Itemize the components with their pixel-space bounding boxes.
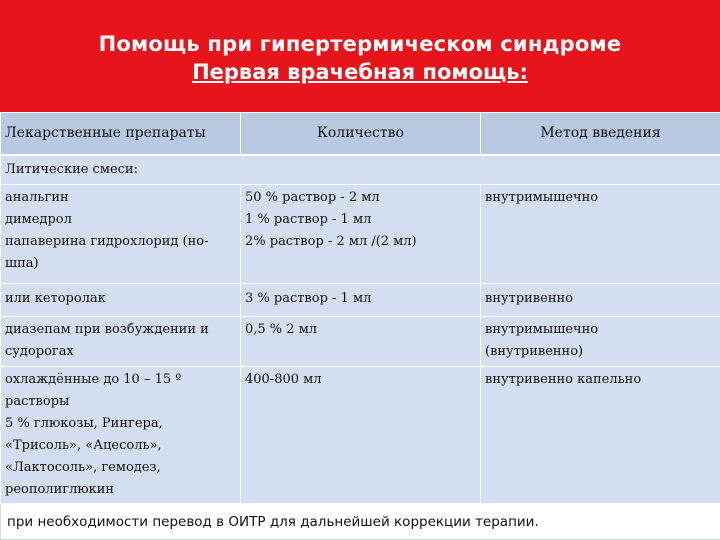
method-line: внутривенно — [485, 290, 573, 306]
page-subtitle: Первая врачебная помощь: — [192, 60, 528, 84]
table-header-row — [1, 113, 720, 155]
method-cell — [481, 185, 720, 284]
amount-line: 3 % раствор - 1 мл — [245, 290, 372, 306]
page-title: Помощь при гипертермическом синдроме — [98, 32, 622, 56]
column-header-drugs: Лекарственные препараты — [1, 113, 241, 155]
amount-cell — [241, 367, 481, 504]
method-cell — [481, 283, 720, 317]
method-line: внутривенно капельно — [485, 372, 642, 388]
table-row — [1, 367, 720, 504]
drug-line: шпа) — [5, 256, 39, 272]
drug-cell — [1, 317, 241, 367]
drug-line: «Трисоль», «Ацесоль», — [5, 438, 162, 454]
method-cell — [481, 367, 720, 504]
amount-cell — [241, 283, 481, 317]
table-row — [1, 317, 720, 367]
drug-line: диазепам при возбуждении и — [5, 322, 209, 338]
drug-cell — [1, 283, 241, 317]
drug-line: или кеторолак — [5, 290, 106, 306]
drug-line: охлаждённые до 10 – 15 º — [5, 372, 182, 388]
drug-line: димедрол — [5, 212, 72, 228]
group-label: Литические смеси: — [1, 155, 720, 185]
amount-line: 50 % раствор - 2 мл — [245, 190, 380, 206]
drug-line: анальгин — [5, 190, 69, 206]
table-row — [1, 283, 720, 317]
footer-row — [1, 504, 720, 540]
method-line: внутримышечно — [485, 190, 599, 206]
drug-line: 5 % глюкозы, Рингера, — [5, 416, 163, 432]
table-row — [1, 185, 720, 284]
drug-cell — [1, 185, 241, 284]
amount-cell — [241, 185, 481, 284]
method-cell — [481, 317, 720, 367]
amount-line: 400-800 мл — [245, 372, 322, 388]
amount-line: 2% раствор - 2 мл /(2 мл) — [245, 234, 417, 250]
drug-line: папаверина гидрохлорид (но- — [5, 234, 209, 250]
method-line: (внутривенно) — [485, 344, 584, 360]
treatment-table — [0, 112, 720, 540]
drug-line: судорогах — [5, 344, 74, 360]
drug-cell — [1, 367, 241, 504]
drug-line: растворы — [5, 394, 70, 410]
amount-cell — [241, 317, 481, 367]
amount-line: 1 % раствор - 1 мл — [245, 212, 372, 228]
footer-note: при необходимости перевод в ОИТР для дальнейшей коррекции терапии. — [1, 504, 720, 540]
title-banner — [0, 0, 720, 112]
drug-line: «Лактосоль», гемодез, — [5, 460, 161, 476]
method-line: внутримышечно — [485, 322, 599, 338]
drug-line: реополиглюкин — [5, 482, 115, 498]
column-header-amount: Количество — [241, 113, 481, 155]
column-header-method: Метод введения — [481, 113, 720, 155]
amount-line: 0,5 % 2 мл — [245, 322, 318, 338]
group-row — [1, 155, 720, 185]
